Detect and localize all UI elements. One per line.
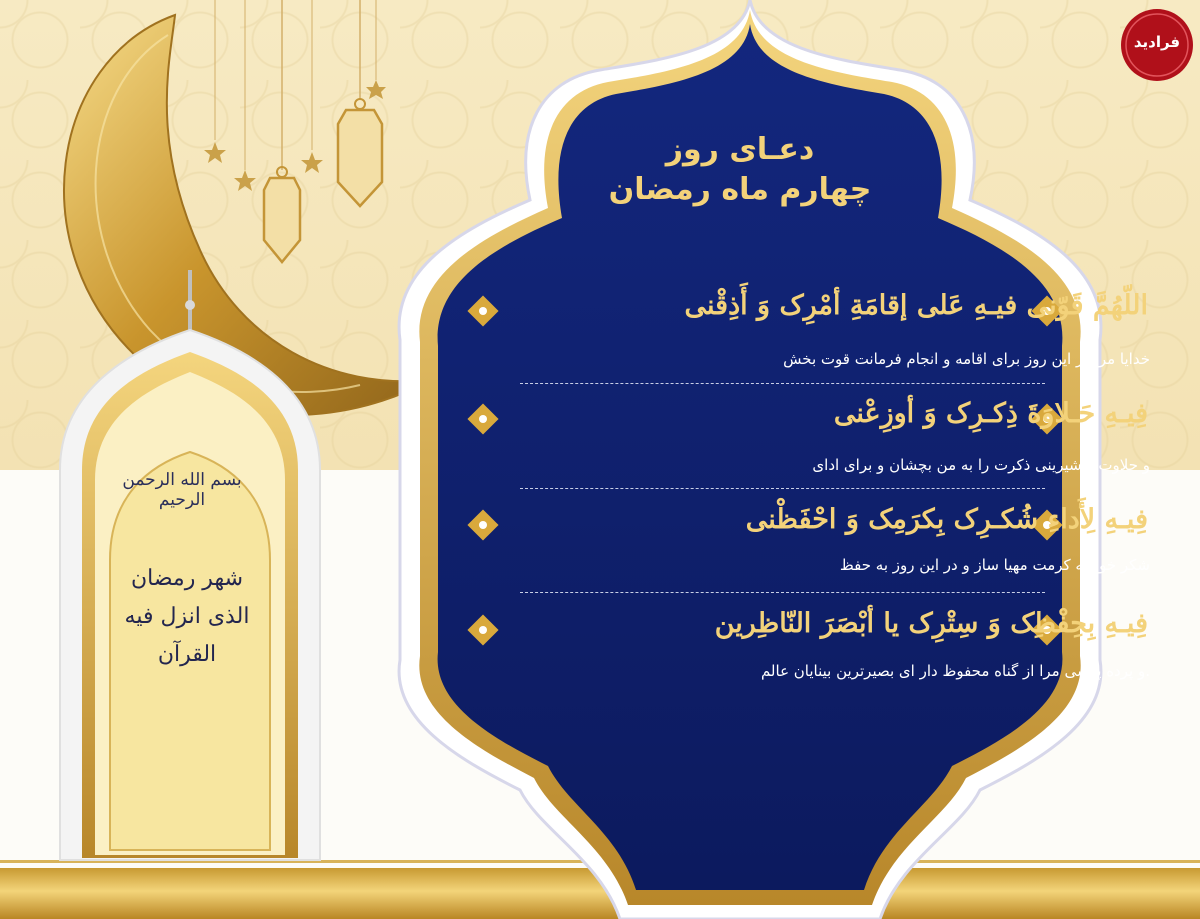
calligraphy-line-1: شهر رمضان [130,566,244,591]
calligraphy-line-3: القرآن [157,642,217,667]
title-line-2: چهارم ماه رمضان [608,172,872,207]
basmala-calligraphy: بسم الله الرحمن الرحیم [122,470,242,510]
verse-divider [520,488,1045,489]
verse-persian-3: شکر خود به کرمت مهیا ساز و در این روز به حفظ [839,556,1150,574]
verse-divider [520,383,1045,384]
verse-persian-1: خدایا مرا در این روز برای اقامه و انجام فرمانت قوت بخش [783,350,1150,368]
verse-arabic-3: فِیـهِ لِأَداءِ شُکـرِک بِکرَمِک وَ احْفَظْنی [745,504,1148,535]
calligraphy-line-2: الذی انزل فیه [124,604,250,629]
logo-text: فرادید [1133,33,1181,51]
page-title [560,130,920,210]
verse-arabic-1: اللّهُمَّ قَوّنی فیـهِ عَلی إقامَةِ أمْرِک وَ أَذِقْنی [684,290,1148,321]
verse-arabic-4: فِیـهِ بِحِفْظِک وَ سِتْرِک یا أبْصَرَ النّاظِرین [714,608,1148,639]
lantern-icon [338,0,382,206]
title-line-1: دعـای روز [665,132,815,167]
verse-persian-4: و پرده پوشی مرا از گناه محفوظ دار ای بصیرترین بینایان عالم. [760,662,1150,680]
quran-calligraphy [112,560,262,674]
lantern-icon [264,0,300,262]
verse-arabic-2: فِیـهِ حَـلاوَةَ ذِکـرِک وَ أوزِعْنی [833,398,1148,429]
verse-persian-2: و حلاوت و شیرینی ذکرت را به من بچشان و برای ادای [812,456,1150,474]
verse-divider [520,592,1045,593]
